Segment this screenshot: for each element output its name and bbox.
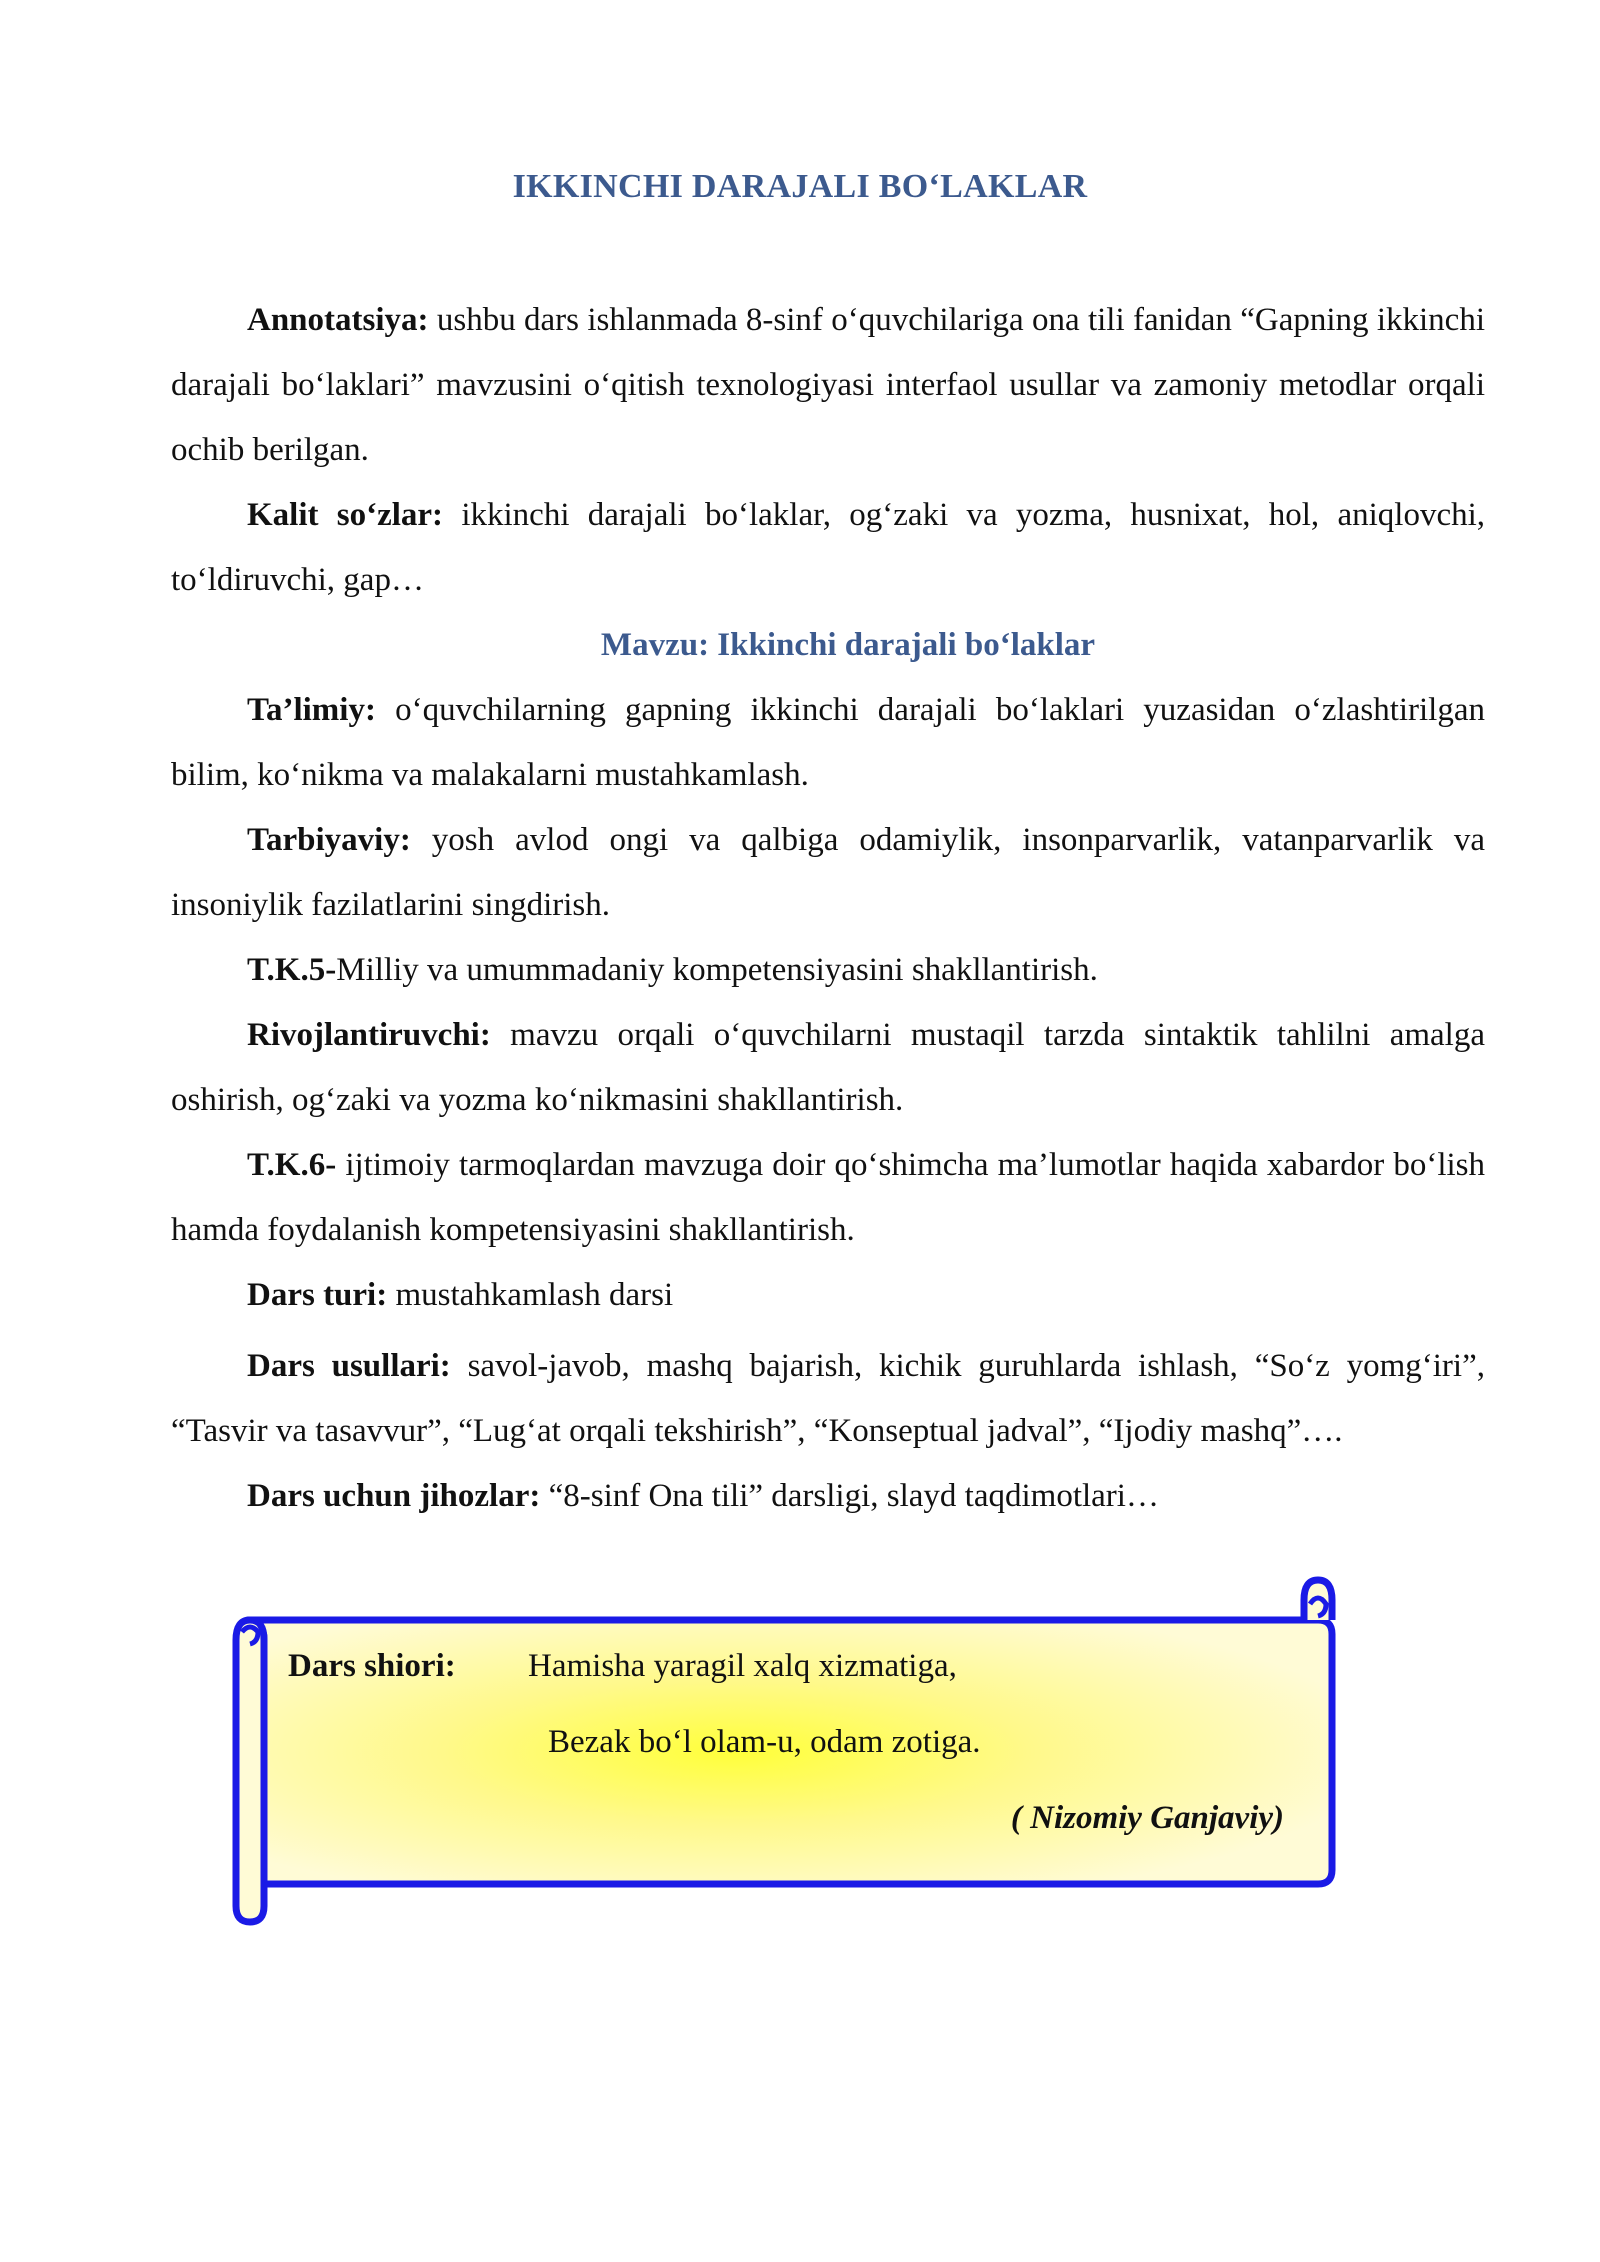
competence-tk5 — [171, 938, 1485, 1003]
lesson-equipment-text: “8-sinf Ona tili” darsligi, slayd taqdimotlari… — [540, 1478, 1159, 1514]
educational-goal — [171, 678, 1485, 808]
annotation-label: Annotatsiya: — [247, 302, 429, 338]
developmental-goal — [171, 1003, 1485, 1133]
motto-label: Dars shiori: — [288, 1648, 456, 1684]
upbringing-goal-label: Tarbiyaviy: — [247, 822, 411, 858]
competence-tk6-label: T.K.6- — [247, 1147, 337, 1183]
keywords-label: Kalit so‘zlar: — [247, 497, 444, 533]
upbringing-goal — [171, 808, 1485, 938]
motto-line-2: Bezak bo‘l olam-u, odam zotiga. — [548, 1724, 981, 1760]
keywords-paragraph — [171, 483, 1485, 613]
motto-line-1: Hamisha yaragil xalq xizmatiga, — [528, 1648, 957, 1684]
keywords-text: ikkinchi darajali bo‘laklar, og‘zaki va yozma, husnixat, hol, aniqlovchi, to‘ldiruvchi, gap… — [171, 497, 1486, 598]
lesson-type-text: mustahkamlash darsi — [387, 1277, 674, 1313]
competence-tk5-text: Milliy va umummadaniy kompetensiyasini shakllantirish. — [336, 952, 1098, 988]
motto-author: ( Nizomiy Ganjaviy) — [1010, 1800, 1284, 1836]
competence-tk6-text: ijtimoiy tarmoqlardan mavzuga doir qo‘shimcha ma’lumotlar haqida xabardor bo‘lish hamda foydalanish kompetensiyasini shakllantirish. — [171, 1147, 1485, 1248]
lesson-equipment-label: Dars uchun jihozlar: — [247, 1478, 541, 1514]
lesson-methods — [171, 1334, 1485, 1464]
educational-goal-label: Ta’limiy: — [247, 692, 376, 728]
annotation-paragraph — [171, 288, 1485, 483]
lesson-methods-label: Dars usullari: — [247, 1348, 451, 1384]
annotation-text: ushbu dars ishlanmada 8-sinf o‘quvchilariga ona tili fanidan “Gapning ikkinchi darajali bo‘laklari” mavzusini o‘qitish texnologiyasi interfaol usullar va zamoniy metodlar orqali ochib berilgan. — [171, 302, 1485, 468]
lesson-type — [171, 1263, 1485, 1328]
competence-tk5-label: T.K.5- — [247, 952, 337, 988]
lesson-equipment — [171, 1464, 1485, 1529]
motto-scroll-banner — [228, 1570, 1348, 1930]
competence-tk6 — [171, 1133, 1485, 1263]
developmental-goal-text: mavzu orqali o‘quvchilarni mustaqil tarzda sintaktik tahlilni amalga oshirish, og‘zaki va yozma ko‘nikmasini shakllantirish. — [171, 1017, 1485, 1118]
upbringing-goal-text: yosh avlod ongi va qalbiga odamiylik, insonparvarlik, vatanparvarlik va insoniylik fazilatlarini singdirish. — [171, 822, 1485, 923]
lesson-type-label: Dars turi: — [247, 1277, 388, 1313]
document-title: IKKINCHI DARAJALI BO‘LAKLAR — [512, 168, 1088, 205]
developmental-goal-label: Rivojlantiruvchi: — [247, 1017, 491, 1053]
educational-goal-text: o‘quvchilarning gapning ikkinchi darajali bo‘laklari yuzasidan o‘zlashtirilgan bilim, ko‘nikma va malakalarni mustahkamlash. — [171, 692, 1485, 793]
lesson-methods-text: savol-javob, mashq bajarish, kichik guruhlarda ishlash, “So‘z yomg‘iri”, “Tasvir va tasavvur”, “Lug‘at orqali tekshirish”, “Konseptual jadval”, “Ijodiy mashq”…. — [171, 1348, 1485, 1449]
topic-heading: Mavzu: Ikkinchi darajali bo‘laklar — [600, 627, 1096, 663]
lesson-content — [171, 288, 1485, 1529]
